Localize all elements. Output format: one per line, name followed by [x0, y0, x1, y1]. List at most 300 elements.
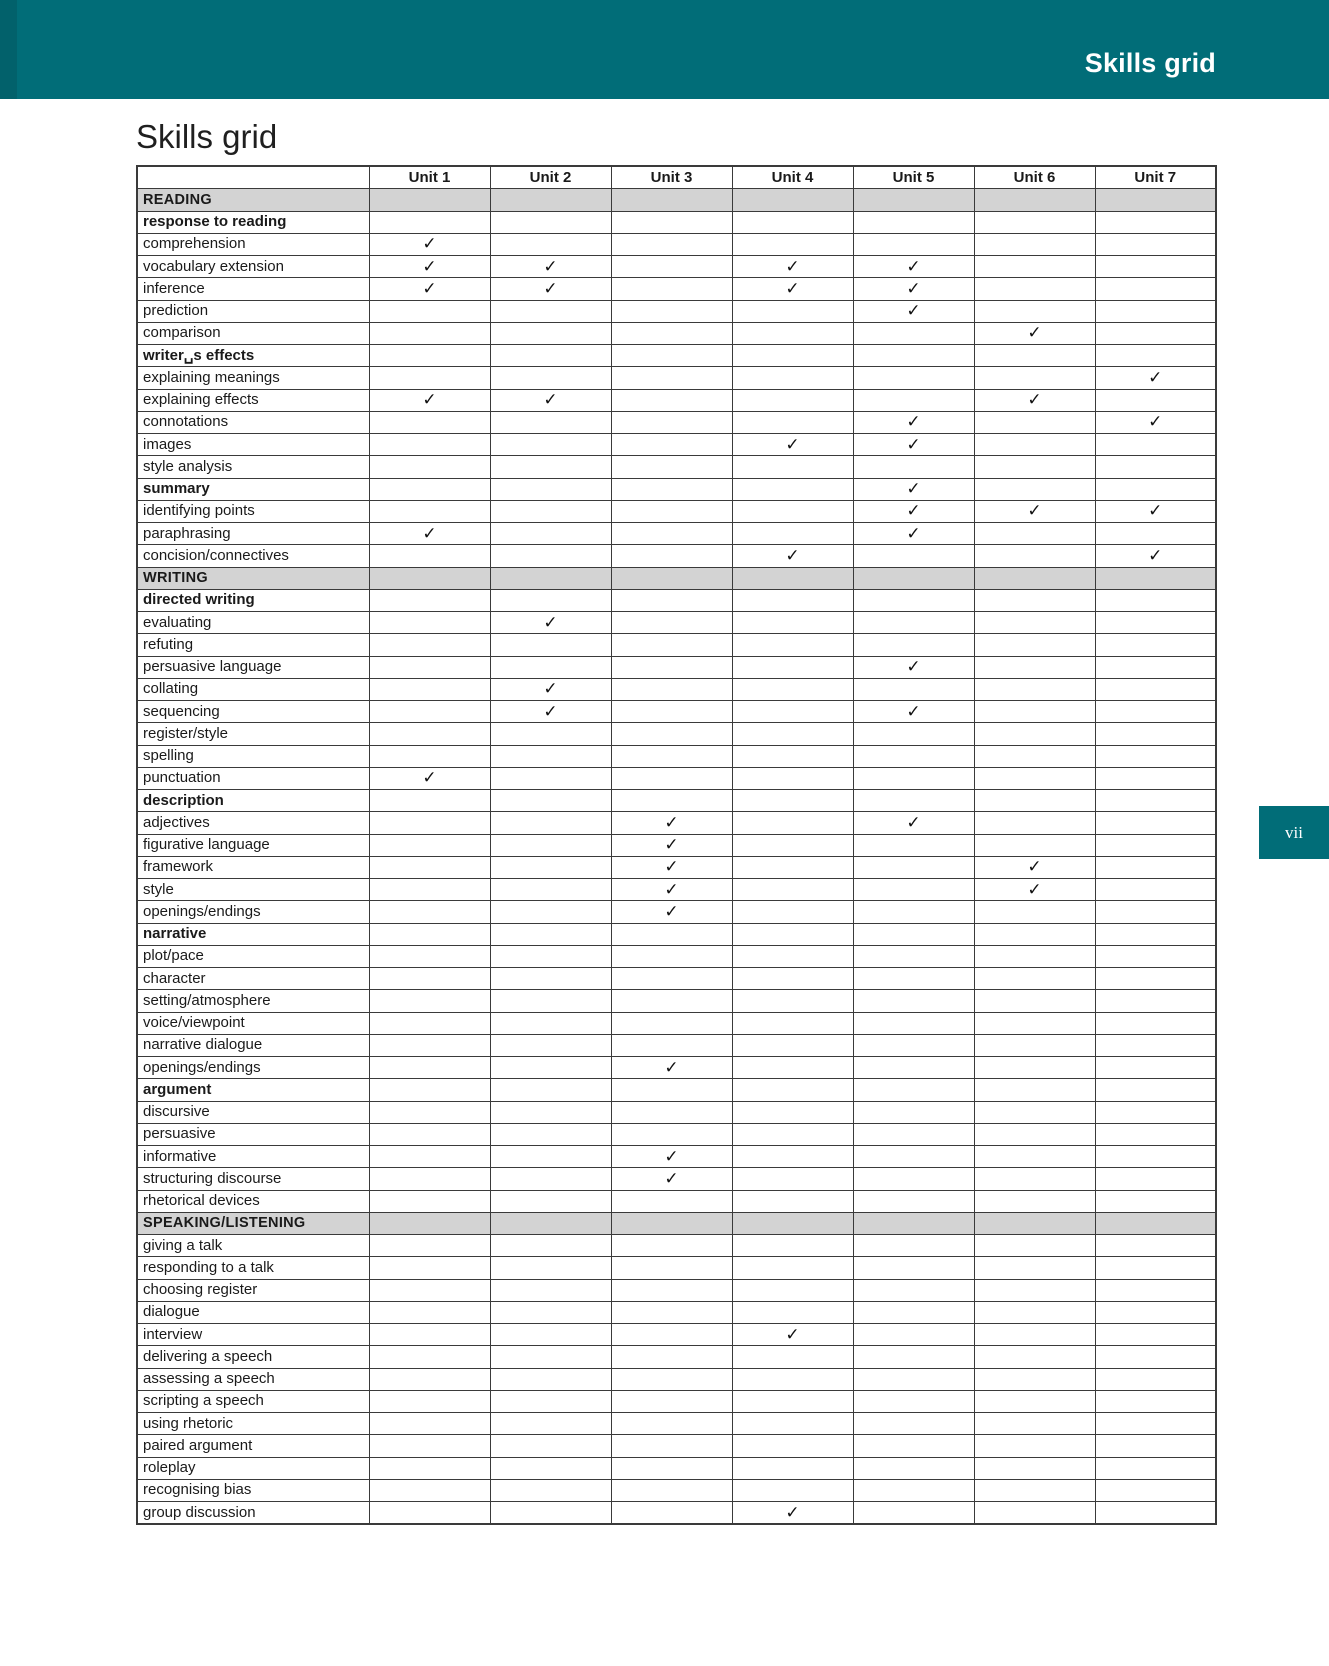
- section-row: [137, 1212, 1216, 1234]
- unit-1-cell: [369, 278, 490, 300]
- checkmark-icon: ✓: [906, 657, 921, 678]
- unit-6-cell: [974, 1146, 1095, 1168]
- unit-2-cell: [490, 856, 611, 878]
- unit-5-cell: [853, 523, 974, 545]
- unit-1-cell: [369, 367, 490, 389]
- unit-5-cell: [853, 300, 974, 322]
- unit-2-cell: [490, 612, 611, 634]
- unit-1-cell: [369, 723, 490, 745]
- unit-2-cell: [490, 1346, 611, 1368]
- subheading-row: [137, 478, 1216, 500]
- unit-4-cell: [732, 612, 853, 634]
- skill-label: evaluating: [137, 612, 369, 634]
- unit-2-cell: [490, 1190, 611, 1212]
- unit-7-cell: [1095, 612, 1216, 634]
- unit-7-cell: [1095, 1190, 1216, 1212]
- unit-2-cell: [490, 834, 611, 856]
- unit-3-cell: [611, 990, 732, 1012]
- checkmark-icon: ✓: [906, 523, 921, 544]
- table-row: [137, 879, 1216, 901]
- skill-label: spelling: [137, 745, 369, 767]
- unit-7-cell: [1095, 345, 1216, 367]
- skill-label: style: [137, 879, 369, 901]
- table-row: [137, 411, 1216, 433]
- unit-2-cell: [490, 589, 611, 611]
- unit-1-cell: [369, 1479, 490, 1501]
- unit-7-cell: [1095, 1034, 1216, 1056]
- unit-5-cell: [853, 478, 974, 500]
- unit-7-cell: [1095, 1168, 1216, 1190]
- skill-label: giving a talk: [137, 1235, 369, 1257]
- skill-label: informative: [137, 1146, 369, 1168]
- unit-6-cell: [974, 189, 1095, 211]
- table-row: [137, 233, 1216, 255]
- checkmark-icon: ✓: [543, 679, 558, 700]
- checkmark-icon: ✓: [543, 256, 558, 277]
- checkmark-icon: ✓: [1027, 857, 1042, 878]
- unit-2-cell: [490, 1057, 611, 1079]
- unit-2-cell: [490, 456, 611, 478]
- skill-label: responding to a talk: [137, 1257, 369, 1279]
- unit-2-cell: [490, 1368, 611, 1390]
- unit-6-cell: [974, 656, 1095, 678]
- unit-5-cell: [853, 1324, 974, 1346]
- unit-7-cell: [1095, 901, 1216, 923]
- unit-3-cell: [611, 1012, 732, 1034]
- unit-7-cell: [1095, 1101, 1216, 1123]
- unit-2-cell: [490, 990, 611, 1012]
- unit-1-cell: [369, 1435, 490, 1457]
- skill-label: openings/endings: [137, 1057, 369, 1079]
- unit-2-cell: [490, 500, 611, 522]
- checkmark-icon: ✓: [543, 701, 558, 722]
- table-row: [137, 1368, 1216, 1390]
- skill-label: comprehension: [137, 233, 369, 255]
- unit-4-cell: [732, 589, 853, 611]
- skill-label: rhetorical devices: [137, 1190, 369, 1212]
- unit-3-cell: [611, 256, 732, 278]
- unit-1-cell: [369, 1212, 490, 1234]
- unit-2-cell: [490, 1457, 611, 1479]
- unit-3-cell: [611, 1324, 732, 1346]
- unit-3-cell: [611, 612, 732, 634]
- unit-7-cell: [1095, 256, 1216, 278]
- unit-3-cell: [611, 478, 732, 500]
- checkmark-icon: ✓: [1027, 501, 1042, 522]
- checkmark-icon: ✓: [664, 901, 679, 922]
- unit-1-cell: [369, 211, 490, 233]
- unit-5-cell: [853, 1190, 974, 1212]
- unit-3-cell: [611, 879, 732, 901]
- skill-label: openings/endings: [137, 901, 369, 923]
- unit-7-cell: [1095, 968, 1216, 990]
- unit-6-cell: [974, 1457, 1095, 1479]
- skill-label: description: [137, 790, 369, 812]
- unit-1-cell: [369, 1235, 490, 1257]
- unit-6-cell: [974, 745, 1095, 767]
- unit-3-cell: [611, 834, 732, 856]
- unit-7-cell: [1095, 856, 1216, 878]
- unit-3-cell: [611, 1168, 732, 1190]
- table-row: [137, 389, 1216, 411]
- unit-2-cell: [490, 1390, 611, 1412]
- skill-label: setting/atmosphere: [137, 990, 369, 1012]
- unit-7-cell: [1095, 678, 1216, 700]
- unit-5-cell: [853, 456, 974, 478]
- unit-5-cell: [853, 367, 974, 389]
- table-row: [137, 1012, 1216, 1034]
- checkmark-icon: ✓: [906, 434, 921, 455]
- checkmark-icon: ✓: [664, 879, 679, 900]
- unit-2-cell: [490, 233, 611, 255]
- skill-label: READING: [137, 189, 369, 211]
- unit-5-cell: [853, 1057, 974, 1079]
- unit-6-cell: [974, 678, 1095, 700]
- unit-2-cell: [490, 567, 611, 589]
- unit-4-cell: [732, 1324, 853, 1346]
- skill-label: persuasive language: [137, 656, 369, 678]
- table-row: [137, 1324, 1216, 1346]
- table-row: [137, 1502, 1216, 1525]
- unit-7-cell: [1095, 812, 1216, 834]
- skills-grid-table: [136, 165, 1217, 1525]
- unit-1-cell: [369, 545, 490, 567]
- unit-1-cell: [369, 812, 490, 834]
- table-row: [137, 500, 1216, 522]
- subheading-row: [137, 923, 1216, 945]
- checkmark-icon: ✓: [422, 768, 437, 789]
- unit-1-cell: [369, 567, 490, 589]
- unit-4-cell: [732, 1012, 853, 1034]
- table-row: [137, 1301, 1216, 1323]
- unit-2-cell: [490, 701, 611, 723]
- unit-5-cell: [853, 189, 974, 211]
- skill-label: paraphrasing: [137, 523, 369, 545]
- unit-5-cell: [853, 1502, 974, 1525]
- checkmark-icon: ✓: [422, 278, 437, 299]
- table-row: [137, 1435, 1216, 1457]
- unit-7-cell: [1095, 300, 1216, 322]
- table-row: [137, 701, 1216, 723]
- unit-5-cell: [853, 411, 974, 433]
- checkmark-icon: ✓: [906, 501, 921, 522]
- unit-2-cell: [490, 1257, 611, 1279]
- unit-1-cell: [369, 923, 490, 945]
- table-row: [137, 1057, 1216, 1079]
- unit-7-cell: [1095, 411, 1216, 433]
- table-row: [137, 1235, 1216, 1257]
- unit-3-cell: [611, 456, 732, 478]
- unit-5-cell: [853, 1346, 974, 1368]
- unit-5-cell: [853, 968, 974, 990]
- unit-2-cell: [490, 411, 611, 433]
- unit-5-cell: [853, 1212, 974, 1234]
- unit-6-cell: [974, 1346, 1095, 1368]
- unit-5-cell: [853, 767, 974, 789]
- skill-label: plot/pace: [137, 945, 369, 967]
- unit-4-cell: [732, 1479, 853, 1501]
- unit-5-cell: [853, 589, 974, 611]
- unit-7-cell: [1095, 567, 1216, 589]
- unit-4-cell: [732, 745, 853, 767]
- skill-label: narrative: [137, 923, 369, 945]
- unit-3-cell: [611, 1079, 732, 1101]
- unit-2-cell: [490, 812, 611, 834]
- skill-label: paired argument: [137, 1435, 369, 1457]
- unit-4-cell: [732, 1413, 853, 1435]
- unit-5-cell: [853, 1435, 974, 1457]
- unit-7-cell: [1095, 1346, 1216, 1368]
- skill-label: recognising bias: [137, 1479, 369, 1501]
- unit-5-cell: [853, 434, 974, 456]
- unit-4-cell: [732, 678, 853, 700]
- unit-6-cell: [974, 612, 1095, 634]
- skill-label: register/style: [137, 723, 369, 745]
- unit-4-cell: [732, 1034, 853, 1056]
- unit-4-cell: [732, 1079, 853, 1101]
- unit-4-cell: [732, 1346, 853, 1368]
- unit-2-cell: [490, 256, 611, 278]
- unit-6-cell: [974, 1368, 1095, 1390]
- unit-3-cell: [611, 1435, 732, 1457]
- unit-6-cell: [974, 1101, 1095, 1123]
- unit-7-cell: [1095, 1146, 1216, 1168]
- unit-4-cell: [732, 300, 853, 322]
- unit-4-cell: [732, 411, 853, 433]
- unit-4-cell: [732, 1057, 853, 1079]
- unit-4-cell: [732, 767, 853, 789]
- unit-7-cell: [1095, 322, 1216, 344]
- unit-4-cell: [732, 923, 853, 945]
- unit-3-cell: [611, 1235, 732, 1257]
- checkmark-icon: ✓: [422, 256, 437, 277]
- subheading-row: [137, 345, 1216, 367]
- unit-4-cell: [732, 701, 853, 723]
- unit-6-cell: [974, 367, 1095, 389]
- page-title: Skills grid: [136, 118, 278, 155]
- skill-label: collating: [137, 678, 369, 700]
- unit-7-cell: [1095, 456, 1216, 478]
- unit-2-cell: [490, 1435, 611, 1457]
- unit-1-cell: [369, 300, 490, 322]
- unit-6-cell: [974, 456, 1095, 478]
- skill-label: delivering a speech: [137, 1346, 369, 1368]
- unit-3-cell: [611, 701, 732, 723]
- skill-label: explaining effects: [137, 389, 369, 411]
- unit-2-cell: [490, 1235, 611, 1257]
- unit-4-cell: [732, 1235, 853, 1257]
- unit-5-cell: [853, 1368, 974, 1390]
- table-row: [137, 834, 1216, 856]
- unit-3-cell: [611, 300, 732, 322]
- table-row: [137, 1034, 1216, 1056]
- column-header-unit-7: Unit 7: [1095, 166, 1216, 189]
- unit-5-cell: [853, 1146, 974, 1168]
- unit-2-cell: [490, 923, 611, 945]
- unit-7-cell: [1095, 523, 1216, 545]
- unit-6-cell: [974, 389, 1095, 411]
- table-row: [137, 1479, 1216, 1501]
- unit-1-cell: [369, 1324, 490, 1346]
- unit-6-cell: [974, 879, 1095, 901]
- unit-5-cell: [853, 923, 974, 945]
- unit-5-cell: [853, 945, 974, 967]
- unit-5-cell: [853, 1301, 974, 1323]
- unit-2-cell: [490, 389, 611, 411]
- unit-3-cell: [611, 1146, 732, 1168]
- unit-3-cell: [611, 1123, 732, 1145]
- skill-label: connotations: [137, 411, 369, 433]
- unit-1-cell: [369, 345, 490, 367]
- table-row: [137, 656, 1216, 678]
- unit-1-cell: [369, 456, 490, 478]
- unit-1-cell: [369, 879, 490, 901]
- unit-5-cell: [853, 612, 974, 634]
- unit-3-cell: [611, 1390, 732, 1412]
- table-row: [137, 1101, 1216, 1123]
- skill-label: assessing a speech: [137, 1368, 369, 1390]
- unit-6-cell: [974, 812, 1095, 834]
- unit-5-cell: [853, 278, 974, 300]
- column-header-unit-2: Unit 2: [490, 166, 611, 189]
- unit-4-cell: [732, 1279, 853, 1301]
- checkmark-icon: ✓: [1027, 323, 1042, 344]
- unit-6-cell: [974, 1479, 1095, 1501]
- table-row: [137, 434, 1216, 456]
- unit-1-cell: [369, 1079, 490, 1101]
- unit-6-cell: [974, 1435, 1095, 1457]
- unit-4-cell: [732, 345, 853, 367]
- unit-2-cell: [490, 1168, 611, 1190]
- table-row: [137, 278, 1216, 300]
- skill-label: interview: [137, 1324, 369, 1346]
- unit-6-cell: [974, 1235, 1095, 1257]
- table-row: [137, 456, 1216, 478]
- unit-6-cell: [974, 834, 1095, 856]
- skill-label: SPEAKING/LISTENING: [137, 1212, 369, 1234]
- unit-5-cell: [853, 790, 974, 812]
- skill-label: discursive: [137, 1101, 369, 1123]
- unit-3-cell: [611, 856, 732, 878]
- unit-6-cell: [974, 1123, 1095, 1145]
- table-row: [137, 745, 1216, 767]
- unit-6-cell: [974, 1168, 1095, 1190]
- unit-6-cell: [974, 923, 1095, 945]
- skill-label: concision/connectives: [137, 545, 369, 567]
- unit-6-cell: [974, 1324, 1095, 1346]
- unit-4-cell: [732, 1212, 853, 1234]
- unit-4-cell: [732, 1190, 853, 1212]
- unit-4-cell: [732, 1301, 853, 1323]
- skill-label: structuring discourse: [137, 1168, 369, 1190]
- unit-7-cell: [1095, 1123, 1216, 1145]
- unit-1-cell: [369, 945, 490, 967]
- unit-1-cell: [369, 968, 490, 990]
- unit-1-cell: [369, 901, 490, 923]
- unit-2-cell: [490, 1502, 611, 1525]
- skill-label: dialogue: [137, 1301, 369, 1323]
- unit-3-cell: [611, 923, 732, 945]
- skill-label: refuting: [137, 634, 369, 656]
- unit-4-cell: [732, 1123, 853, 1145]
- unit-2-cell: [490, 345, 611, 367]
- unit-2-cell: [490, 478, 611, 500]
- unit-2-cell: [490, 367, 611, 389]
- unit-3-cell: [611, 1413, 732, 1435]
- checkmark-icon: ✓: [664, 812, 679, 833]
- unit-6-cell: [974, 1413, 1095, 1435]
- unit-7-cell: [1095, 1368, 1216, 1390]
- unit-4-cell: [732, 968, 853, 990]
- unit-6-cell: [974, 322, 1095, 344]
- table-row: [137, 856, 1216, 878]
- skill-label: group discussion: [137, 1502, 369, 1525]
- unit-2-cell: [490, 1034, 611, 1056]
- unit-6-cell: [974, 901, 1095, 923]
- unit-7-cell: [1095, 790, 1216, 812]
- unit-7-cell: [1095, 1235, 1216, 1257]
- unit-4-cell: [732, 656, 853, 678]
- unit-4-cell: [732, 945, 853, 967]
- skill-label: roleplay: [137, 1457, 369, 1479]
- unit-5-cell: [853, 1168, 974, 1190]
- unit-1-cell: [369, 1168, 490, 1190]
- header-band: [0, 0, 1329, 99]
- table-row: [137, 812, 1216, 834]
- unit-3-cell: [611, 1368, 732, 1390]
- table-row: [137, 1346, 1216, 1368]
- unit-1-cell: [369, 1502, 490, 1525]
- unit-1-cell: [369, 634, 490, 656]
- skill-label: vocabulary extension: [137, 256, 369, 278]
- unit-5-cell: [853, 1101, 974, 1123]
- skill-label: directed writing: [137, 589, 369, 611]
- unit-1-cell: [369, 745, 490, 767]
- unit-3-cell: [611, 411, 732, 433]
- unit-2-cell: [490, 300, 611, 322]
- table-row: [137, 322, 1216, 344]
- table-row: [137, 634, 1216, 656]
- unit-6-cell: [974, 211, 1095, 233]
- checkmark-icon: ✓: [664, 1168, 679, 1189]
- unit-6-cell: [974, 1279, 1095, 1301]
- skill-label: figurative language: [137, 834, 369, 856]
- unit-4-cell: [732, 256, 853, 278]
- unit-6-cell: [974, 1012, 1095, 1034]
- unit-5-cell: [853, 500, 974, 522]
- checkmark-icon: ✓: [1027, 879, 1042, 900]
- table-row: [137, 1413, 1216, 1435]
- unit-7-cell: [1095, 1413, 1216, 1435]
- unit-7-cell: [1095, 211, 1216, 233]
- unit-6-cell: [974, 1190, 1095, 1212]
- checkmark-icon: ✓: [664, 1057, 679, 1078]
- unit-3-cell: [611, 1301, 732, 1323]
- unit-4-cell: [732, 278, 853, 300]
- unit-2-cell: [490, 968, 611, 990]
- unit-5-cell: [853, 567, 974, 589]
- checkmark-icon: ✓: [1027, 390, 1042, 411]
- unit-1-cell: [369, 434, 490, 456]
- unit-3-cell: [611, 523, 732, 545]
- unit-5-cell: [853, 634, 974, 656]
- checkmark-icon: ✓: [785, 256, 800, 277]
- unit-7-cell: [1095, 1435, 1216, 1457]
- unit-6-cell: [974, 300, 1095, 322]
- unit-4-cell: [732, 1257, 853, 1279]
- unit-4-cell: [732, 790, 853, 812]
- unit-3-cell: [611, 545, 732, 567]
